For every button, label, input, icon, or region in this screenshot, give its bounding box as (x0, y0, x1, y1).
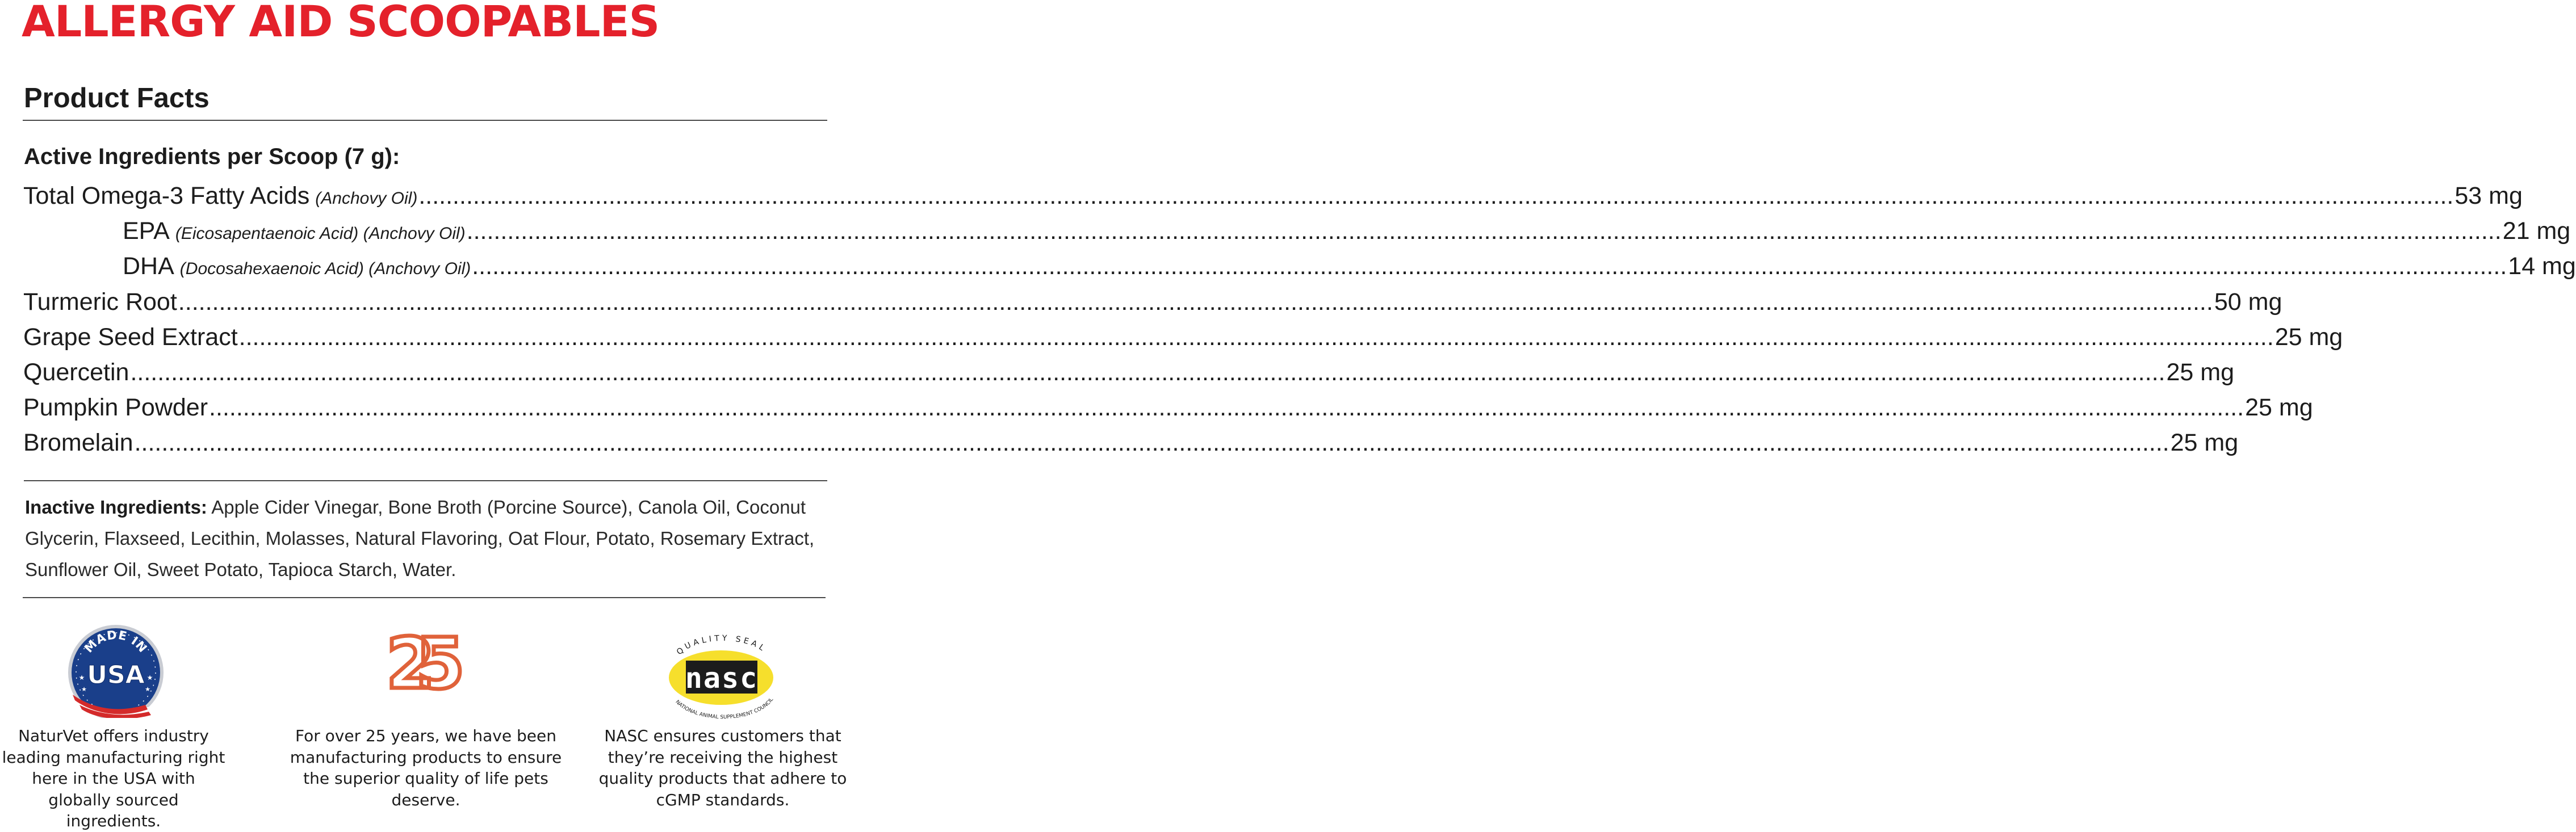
dot-leader: ............................................................................................................................................................................................................................................................................................................ (209, 394, 2244, 422)
ingredient-amount: 50 mg (2214, 288, 2282, 316)
svg-text:★: ★ (81, 686, 87, 693)
product-title: ALLERGY AID SCOOPABLES (22, 0, 660, 47)
ingredient-name: Pumpkin Powder (23, 394, 208, 422)
svg-text:NATIONAL ANIMAL SUPPLEMENT COU: NATIONAL ANIMAL SUPPLEMENT COUNCIL (674, 697, 775, 719)
25-years-badge (384, 623, 468, 715)
active-ingredients-heading: Active Ingredients per Scoop (7 g): (24, 144, 400, 169)
made-in-usa-badge (62, 624, 167, 718)
active-ingredients-list (23, 182, 2576, 465)
ingredient-amount: 25 mg (2275, 323, 2343, 351)
ingredient-note: (Docosahexaenoic Acid) (Anchovy Oil) (179, 259, 471, 279)
ingredient-amount: 25 mg (2166, 358, 2234, 386)
svg-text:★: ★ (78, 674, 85, 682)
svg-text:MADE IN: MADE IN (81, 628, 150, 655)
ingredient-row (23, 288, 2282, 323)
dot-leader: ............................................................................................................................................................................................................................................................................................................ (178, 288, 2213, 316)
ingredient-row (23, 394, 2313, 429)
dot-leader: ............................................................................................................................................................................................................................................................................................................ (472, 253, 2507, 280)
dot-leader: ............................................................................................................................................................................................................................................................................................................ (418, 182, 2454, 209)
svg-text:★: ★ (145, 686, 150, 693)
ingredient-row (23, 253, 2576, 288)
25-years-text: For over 25 years, we have been manufacturing products to ensure the superior quality of life pets deserve. (290, 726, 562, 809)
ingredient-amount: 25 mg (2245, 394, 2313, 422)
dot-leader: ............................................................................................................................................................................................................................................................................................................ (134, 429, 2169, 457)
ingredient-name: Grape Seed Extract (23, 323, 238, 351)
dot-leader: ............................................................................................................................................................................................................................................................................................................ (130, 358, 2165, 386)
inactive-ingredients-label: Inactive Ingredients: (25, 497, 207, 518)
dot-leader: ............................................................................................................................................................................................................................................................................................................ (466, 217, 2502, 245)
made-in-usa-seal-icon (62, 624, 167, 718)
ingredient-note: (Eicosapentaenoic Acid) (Anchovy Oil) (175, 224, 466, 243)
ingredient-name: EPA (123, 217, 170, 245)
nasc-quality-seal-icon (664, 631, 779, 719)
svg-text:USA: USA (87, 661, 145, 690)
product-facts-heading: Product Facts (24, 83, 210, 114)
nasc-text: NASC ensures customers that they’re receiving the highest quality products that adhere to cGMP standards. (598, 726, 847, 809)
ingredient-amount: 21 mg (2502, 217, 2571, 245)
ingredient-row (23, 217, 2571, 253)
divider (23, 597, 826, 598)
ingredient-row (23, 323, 2343, 359)
ingredient-name: Total Omega-3 Fatty Acids (23, 182, 310, 209)
ingredient-amount: 25 mg (2170, 429, 2239, 457)
svg-text:nasc: nasc (685, 662, 759, 695)
ingredient-amount: 14 mg (2508, 253, 2576, 280)
25-years-icon (384, 623, 468, 715)
ingredient-name: Turmeric Root (23, 288, 177, 316)
ingredient-row (23, 429, 2239, 464)
ingredient-note: (Anchovy Oil) (315, 189, 418, 208)
inactive-ingredients (25, 491, 831, 585)
svg-text:★: ★ (146, 674, 153, 682)
ingredient-row (23, 182, 2523, 217)
divider (23, 120, 827, 121)
inactive-ingredients-text: Apple Cider Vinegar, Bone Broth (Porcine Source), Canola Oil, Coconut Glycerin, Flaxseed, Lecithin, Molasses, Natural Flavoring, Oat Flour, Potato, Rosemary Extract, Sunflower Oil, Sweet Potato, Tapioca Starch, Water. (25, 497, 815, 580)
ingredient-row (23, 358, 2234, 394)
made-in-usa-text: NaturVet offers industry leading manufacturing right here in the USA with globally sourced ingredients. (2, 726, 225, 830)
svg-text:25: 25 (386, 623, 446, 705)
ingredient-name: Bromelain (23, 429, 133, 457)
nasc-quality-seal-badge (664, 631, 779, 719)
ingredient-name: DHA (123, 253, 174, 280)
ingredient-name: Quercetin (23, 358, 129, 386)
divider (24, 480, 827, 481)
svg-text:QUALITY SEAL: QUALITY SEAL (675, 633, 768, 657)
dot-leader: ............................................................................................................................................................................................................................................................................................................ (238, 323, 2274, 351)
ingredient-amount: 53 mg (2454, 182, 2523, 209)
